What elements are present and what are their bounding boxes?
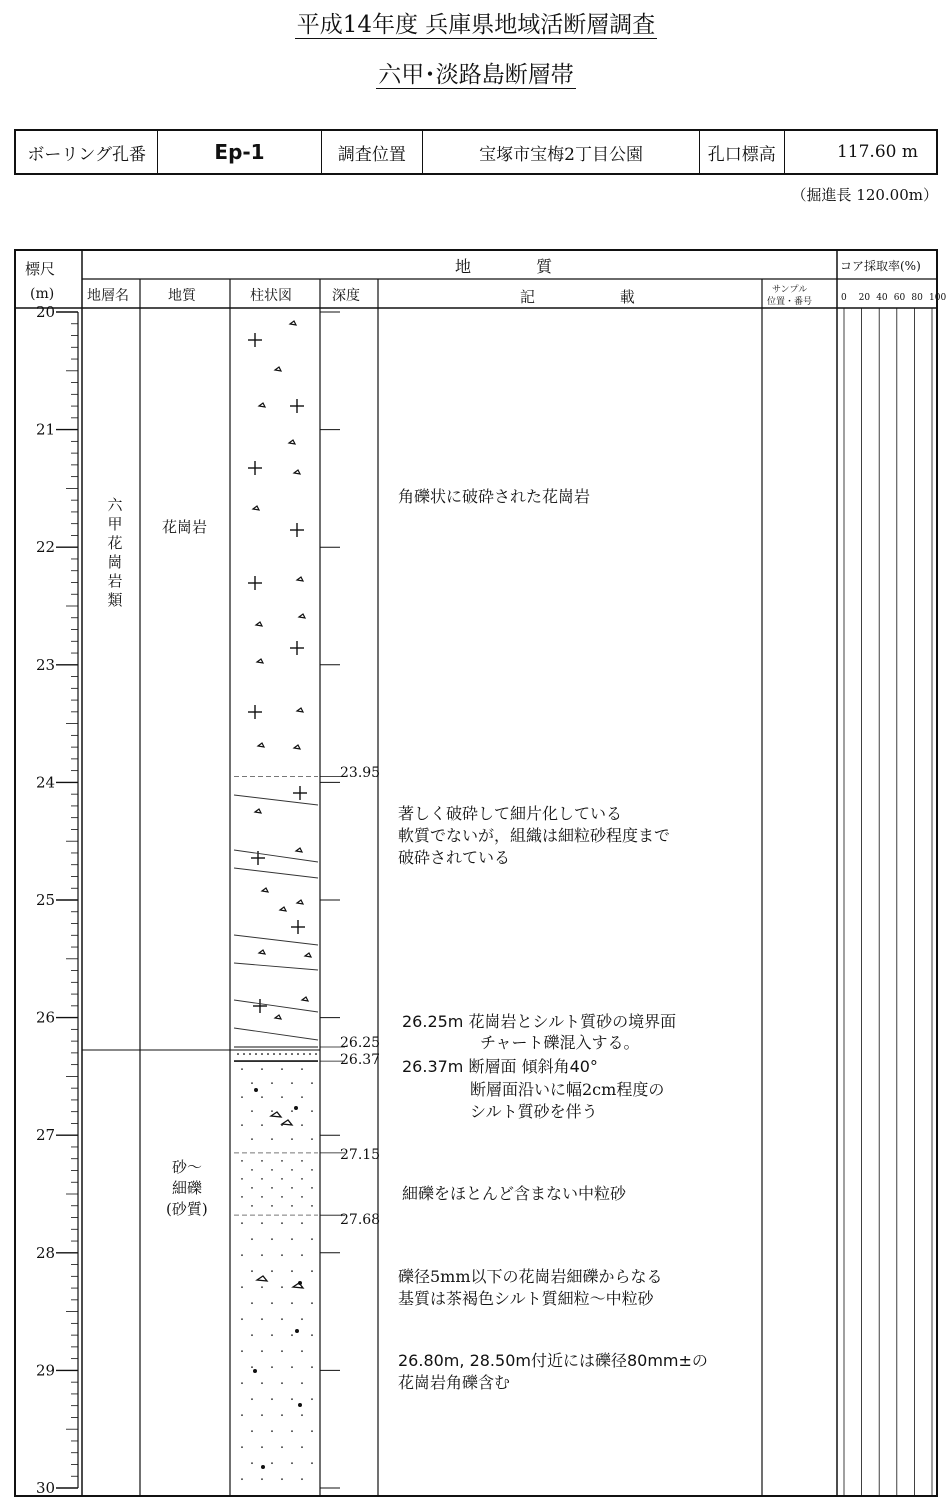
scale-label: 28 bbox=[36, 1243, 56, 1262]
band-dot bbox=[303, 1053, 305, 1055]
shear-line bbox=[234, 795, 318, 805]
gravel-dot bbox=[281, 1446, 283, 1448]
gravel-dot bbox=[301, 1382, 303, 1384]
desc-gravel-2: 基質は茶褐色シルト質細粒～中粒砂 bbox=[398, 1289, 654, 1308]
gravel-dot bbox=[281, 1350, 283, 1352]
shear-line bbox=[234, 935, 318, 945]
medium-sand-dot bbox=[281, 1178, 283, 1180]
rock-fragment bbox=[299, 614, 305, 618]
gravel-dot bbox=[311, 1238, 313, 1240]
scale-label: 25 bbox=[36, 891, 56, 909]
rock-fragment bbox=[256, 622, 262, 626]
gravel-dot bbox=[281, 1222, 283, 1224]
sand-dot bbox=[281, 1068, 283, 1070]
gravel-dot bbox=[261, 1382, 263, 1384]
desc-angular-gravel-1: 26.80m, 28.50m付近には礫径80mm±の bbox=[398, 1351, 708, 1370]
scale-label: 21 bbox=[36, 420, 56, 439]
gravel-dot bbox=[301, 1350, 303, 1352]
desc-brecciated-granite: 角礫状に破砕された花崗岩 bbox=[398, 487, 591, 506]
depth-mark-27-68: 27.68 bbox=[340, 1212, 381, 1228]
medium-sand-dot bbox=[241, 1196, 243, 1198]
gravel-dot bbox=[301, 1222, 303, 1224]
medium-sand-dot bbox=[241, 1160, 243, 1162]
gravel-dot bbox=[261, 1318, 263, 1320]
gravel-dot bbox=[291, 1334, 293, 1336]
rock-fragment bbox=[257, 659, 263, 663]
gravel-dot bbox=[241, 1478, 243, 1480]
gravel-dot bbox=[301, 1478, 303, 1480]
gravel-dot bbox=[311, 1430, 313, 1432]
band-dot bbox=[267, 1053, 269, 1055]
gravel-dot bbox=[241, 1382, 243, 1384]
rock-fragment bbox=[296, 848, 302, 852]
sand-dot bbox=[291, 1110, 293, 1112]
gravel-dot bbox=[251, 1366, 253, 1368]
rock-fragment bbox=[302, 997, 308, 1001]
report-title: 平成14年度 兵庫県地域活断層調査 bbox=[296, 12, 656, 38]
band-dot bbox=[315, 1053, 317, 1055]
rock-fragment bbox=[259, 950, 265, 954]
medium-sand-dot bbox=[311, 1205, 313, 1207]
scale-label: 29 bbox=[36, 1361, 56, 1380]
silty-sand-band bbox=[234, 1047, 318, 1061]
gravel-dot bbox=[261, 1478, 263, 1480]
medium-sand-dot bbox=[271, 1205, 273, 1207]
gravel-dot bbox=[311, 1462, 313, 1464]
gravel-dot bbox=[291, 1302, 293, 1304]
elevation-label: 孔口標高 bbox=[700, 131, 785, 173]
medium-sand-dot bbox=[301, 1196, 303, 1198]
gravel-dot bbox=[241, 1350, 243, 1352]
gravel-dot bbox=[291, 1462, 293, 1464]
sand-dot bbox=[251, 1082, 253, 1084]
shear-line bbox=[234, 868, 318, 878]
sand-dot bbox=[311, 1082, 313, 1084]
core-tick-label: 60 bbox=[893, 293, 906, 303]
rock-fragment bbox=[275, 1015, 281, 1019]
gravel-dot bbox=[311, 1334, 313, 1336]
core-rate-grid bbox=[844, 308, 932, 1496]
depth-scale bbox=[36, 303, 78, 1497]
sand-dot bbox=[301, 1096, 303, 1098]
core-tick-label: 0 bbox=[841, 293, 847, 303]
gravel-dot bbox=[271, 1302, 273, 1304]
desc-medium-sand: 細礫をほとんど含まない中粒砂 bbox=[402, 1184, 627, 1203]
sample-col-header-2: 位置・番号 bbox=[767, 297, 813, 307]
gravel-dot bbox=[311, 1398, 313, 1400]
lithology-sand-1: 砂～ bbox=[172, 1158, 203, 1176]
gravel-dot bbox=[291, 1238, 293, 1240]
medium-sand-dot bbox=[251, 1169, 253, 1171]
gravel-dot bbox=[241, 1222, 243, 1224]
medium-sand-dot bbox=[241, 1178, 243, 1180]
band-dot bbox=[279, 1053, 281, 1055]
medium-sand-dot bbox=[251, 1205, 253, 1207]
rock-fragment bbox=[294, 745, 300, 749]
core-tick-label: 80 bbox=[911, 293, 923, 303]
strata-column bbox=[234, 321, 318, 1480]
fault-zone-title: 六甲･淡路島断層帯 bbox=[378, 62, 574, 88]
gravel-dot bbox=[271, 1238, 273, 1240]
gravel-dot bbox=[301, 1254, 303, 1256]
gravel-dot bbox=[251, 1238, 253, 1240]
sand-dot bbox=[291, 1138, 293, 1140]
desc-fault-3: シルト質砂を伴う bbox=[470, 1102, 598, 1121]
lithology-granite: 花崗岩 bbox=[162, 518, 208, 536]
drilling-length-note: （掘進長 120.00m） bbox=[791, 186, 938, 204]
gravel-dot bbox=[271, 1270, 273, 1272]
lithology-sand-2: 細礫 bbox=[172, 1179, 203, 1197]
location-value: 宝塚市宝梅2丁目公園 bbox=[423, 131, 700, 173]
rock-fragment bbox=[290, 321, 296, 325]
medium-sand-dot bbox=[261, 1196, 263, 1198]
pebble bbox=[254, 1088, 258, 1092]
medium-sand-dot bbox=[281, 1160, 283, 1162]
pebble bbox=[253, 1369, 257, 1373]
rock-fragment bbox=[258, 743, 264, 747]
desc-boundary-1: 26.25m 花崗岩とシルト質砂の境界面 bbox=[402, 1012, 677, 1031]
desc-fault-1: 26.37m 断層面 傾斜角40° bbox=[402, 1057, 598, 1076]
band-dot bbox=[291, 1053, 293, 1055]
gravel-dot bbox=[251, 1334, 253, 1336]
gravel-dot bbox=[261, 1446, 263, 1448]
sand-dot bbox=[241, 1068, 243, 1070]
sand-dot bbox=[251, 1138, 253, 1140]
formation-name: 六 甲 花 崗 岩 類 bbox=[107, 496, 123, 609]
gravel-dot bbox=[271, 1398, 273, 1400]
gravel-dot bbox=[281, 1478, 283, 1480]
gravel-dot bbox=[271, 1366, 273, 1368]
core-rate-ticks bbox=[841, 293, 946, 303]
band-dot bbox=[249, 1053, 251, 1055]
band-dot bbox=[273, 1053, 275, 1055]
gravel-dot bbox=[291, 1398, 293, 1400]
rock-fragment bbox=[305, 953, 311, 957]
sand-dot bbox=[271, 1138, 273, 1140]
gravel-dot bbox=[241, 1414, 243, 1416]
sample-col-header-1: サンプル bbox=[772, 285, 808, 295]
scale-label: 30 bbox=[36, 1479, 56, 1497]
desc-boundary-2: チャート礫混入する。 bbox=[480, 1033, 640, 1052]
sand-dot bbox=[301, 1124, 303, 1126]
sand-dot bbox=[251, 1110, 253, 1112]
shear-line bbox=[234, 963, 318, 970]
gravel-dot bbox=[251, 1430, 253, 1432]
rock-fragment bbox=[275, 367, 281, 371]
core-rate-heading: コア採取率(%) bbox=[840, 259, 921, 273]
pebble bbox=[261, 1465, 265, 1469]
band-dot bbox=[285, 1053, 287, 1055]
gravel-dot bbox=[281, 1382, 283, 1384]
elevation-value: 117.60 m bbox=[836, 142, 918, 162]
medium-sand-dot bbox=[311, 1187, 313, 1189]
sand-dot bbox=[271, 1082, 273, 1084]
gravel-dot bbox=[281, 1286, 283, 1288]
sand-dot bbox=[301, 1068, 303, 1070]
pebble bbox=[298, 1281, 302, 1285]
gravel-dot bbox=[251, 1462, 253, 1464]
gravel-dot bbox=[301, 1446, 303, 1448]
gravel-dot bbox=[261, 1254, 263, 1256]
band-dot bbox=[309, 1053, 311, 1055]
medium-sand-dot bbox=[271, 1187, 273, 1189]
scale-label: 23 bbox=[36, 655, 56, 674]
gravel-dot bbox=[291, 1430, 293, 1432]
scale-unit: (m) bbox=[30, 286, 55, 302]
rock-fragment bbox=[280, 907, 286, 911]
gravel-dot bbox=[311, 1302, 313, 1304]
gravel-dot bbox=[281, 1414, 283, 1416]
rock-fragment bbox=[297, 900, 303, 904]
description-col-header: 記 載 bbox=[520, 288, 675, 306]
gravel-dot bbox=[271, 1334, 273, 1336]
sand-dot bbox=[271, 1110, 273, 1112]
band-dot bbox=[255, 1053, 257, 1055]
medium-sand-dot bbox=[271, 1169, 273, 1171]
gravel-dot bbox=[261, 1286, 263, 1288]
formation-col-header: 地層名 bbox=[87, 288, 129, 304]
medium-sand-dot bbox=[311, 1169, 313, 1171]
gravel-dot bbox=[241, 1254, 243, 1256]
gravel-dot bbox=[261, 1222, 263, 1224]
medium-sand-dot bbox=[251, 1187, 253, 1189]
pebble bbox=[295, 1329, 299, 1333]
shear-line bbox=[234, 1000, 318, 1012]
rock-fragment bbox=[294, 470, 300, 474]
gravel-dot bbox=[251, 1270, 253, 1272]
rock-fragment bbox=[255, 809, 261, 813]
lithology-sand-3: (砂質) bbox=[166, 1200, 208, 1218]
sand-dot bbox=[281, 1096, 283, 1098]
gravel-dot bbox=[311, 1366, 313, 1368]
scale-label: 22 bbox=[36, 538, 56, 557]
scale-label: 20 bbox=[36, 303, 56, 321]
medium-sand-dot bbox=[291, 1187, 293, 1189]
gravel-dot bbox=[271, 1462, 273, 1464]
gravel-dot bbox=[241, 1318, 243, 1320]
sand-dot bbox=[261, 1068, 263, 1070]
gravel-dot bbox=[251, 1398, 253, 1400]
medium-sand-dot bbox=[281, 1196, 283, 1198]
medium-sand-dot bbox=[261, 1160, 263, 1162]
gravel-dot bbox=[281, 1254, 283, 1256]
gravel-clast bbox=[271, 1112, 281, 1117]
geology-heading: 地 質 bbox=[455, 257, 583, 276]
depth-mark-26-37: 26.37 bbox=[340, 1052, 381, 1068]
sand-dot bbox=[261, 1124, 263, 1126]
gravel-dot bbox=[271, 1430, 273, 1432]
desc-gravel-1: 礫径5mm以下の花崗岩細礫からなる bbox=[398, 1267, 663, 1286]
gravel-clast bbox=[257, 1276, 267, 1281]
sand-dot bbox=[241, 1096, 243, 1098]
shear-line bbox=[234, 1028, 318, 1040]
depth-mark-26-25: 26.25 bbox=[340, 1035, 381, 1051]
gravel-dot bbox=[241, 1286, 243, 1288]
rock-fragment bbox=[289, 440, 295, 444]
band-dot bbox=[237, 1053, 239, 1055]
rock-fragment bbox=[297, 577, 303, 581]
medium-sand-dot bbox=[291, 1205, 293, 1207]
medium-sand-dot bbox=[301, 1178, 303, 1180]
column-col-header: 柱状図 bbox=[250, 288, 292, 304]
desc-crushed-3: 破砕されている bbox=[398, 848, 511, 867]
scale-label: 27 bbox=[36, 1126, 56, 1145]
depth-mark-23-95: 23.95 bbox=[340, 765, 381, 781]
band-dot bbox=[243, 1053, 245, 1055]
pebble bbox=[294, 1106, 298, 1110]
depth-col-header: 深度 bbox=[332, 288, 360, 304]
sand-dot bbox=[261, 1096, 263, 1098]
rock-fragment bbox=[259, 403, 265, 407]
core-tick-label: 20 bbox=[858, 293, 871, 303]
depth-ticks bbox=[320, 312, 345, 1488]
rock-fragment bbox=[253, 506, 259, 510]
gravel-dot bbox=[291, 1270, 293, 1272]
desc-fault-2: 断層面沿いに幅2cm程度の bbox=[470, 1080, 665, 1099]
sand-dot bbox=[311, 1138, 313, 1140]
gravel-dot bbox=[241, 1446, 243, 1448]
desc-angular-gravel-2: 花崗岩角礫含む bbox=[398, 1373, 511, 1392]
scale-label: 24 bbox=[36, 773, 56, 792]
gravel-dot bbox=[301, 1318, 303, 1320]
desc-crushed-2: 軟質でないが，組織は細粒砂程度まで bbox=[398, 826, 671, 845]
gravel-dot bbox=[301, 1414, 303, 1416]
band-dot bbox=[261, 1053, 263, 1055]
rock-fragment bbox=[297, 708, 303, 712]
rock-fragment bbox=[262, 888, 268, 892]
shear-line bbox=[234, 850, 318, 862]
gravel-clast bbox=[282, 1120, 292, 1125]
lithology-col-header: 地質 bbox=[168, 288, 196, 304]
core-tick-label: 100 bbox=[929, 293, 947, 303]
boring-value: Ep-1 bbox=[158, 131, 321, 173]
core-tick-label: 40 bbox=[876, 293, 888, 303]
gravel-dot bbox=[261, 1414, 263, 1416]
sand-dot bbox=[291, 1082, 293, 1084]
gravel-dot bbox=[281, 1318, 283, 1320]
pebble bbox=[298, 1403, 302, 1407]
band-dot bbox=[297, 1053, 299, 1055]
gravel-dot bbox=[261, 1350, 263, 1352]
scale-label: 26 bbox=[36, 1008, 56, 1027]
gravel-dot bbox=[251, 1302, 253, 1304]
gravel-dot bbox=[291, 1366, 293, 1368]
sand-dot bbox=[311, 1110, 313, 1112]
scale-heading: 標尺 bbox=[25, 260, 56, 278]
boring-label: ボーリング孔番 bbox=[16, 131, 158, 173]
depth-mark-27-15: 27.15 bbox=[340, 1147, 381, 1163]
location-label: 調査位置 bbox=[322, 131, 424, 173]
medium-sand-dot bbox=[291, 1169, 293, 1171]
medium-sand-dot bbox=[261, 1178, 263, 1180]
sand-dot bbox=[241, 1124, 243, 1126]
desc-crushed-1: 著しく破砕して細片化している bbox=[398, 804, 623, 823]
gravel-dot bbox=[311, 1270, 313, 1272]
medium-sand-dot bbox=[301, 1160, 303, 1162]
